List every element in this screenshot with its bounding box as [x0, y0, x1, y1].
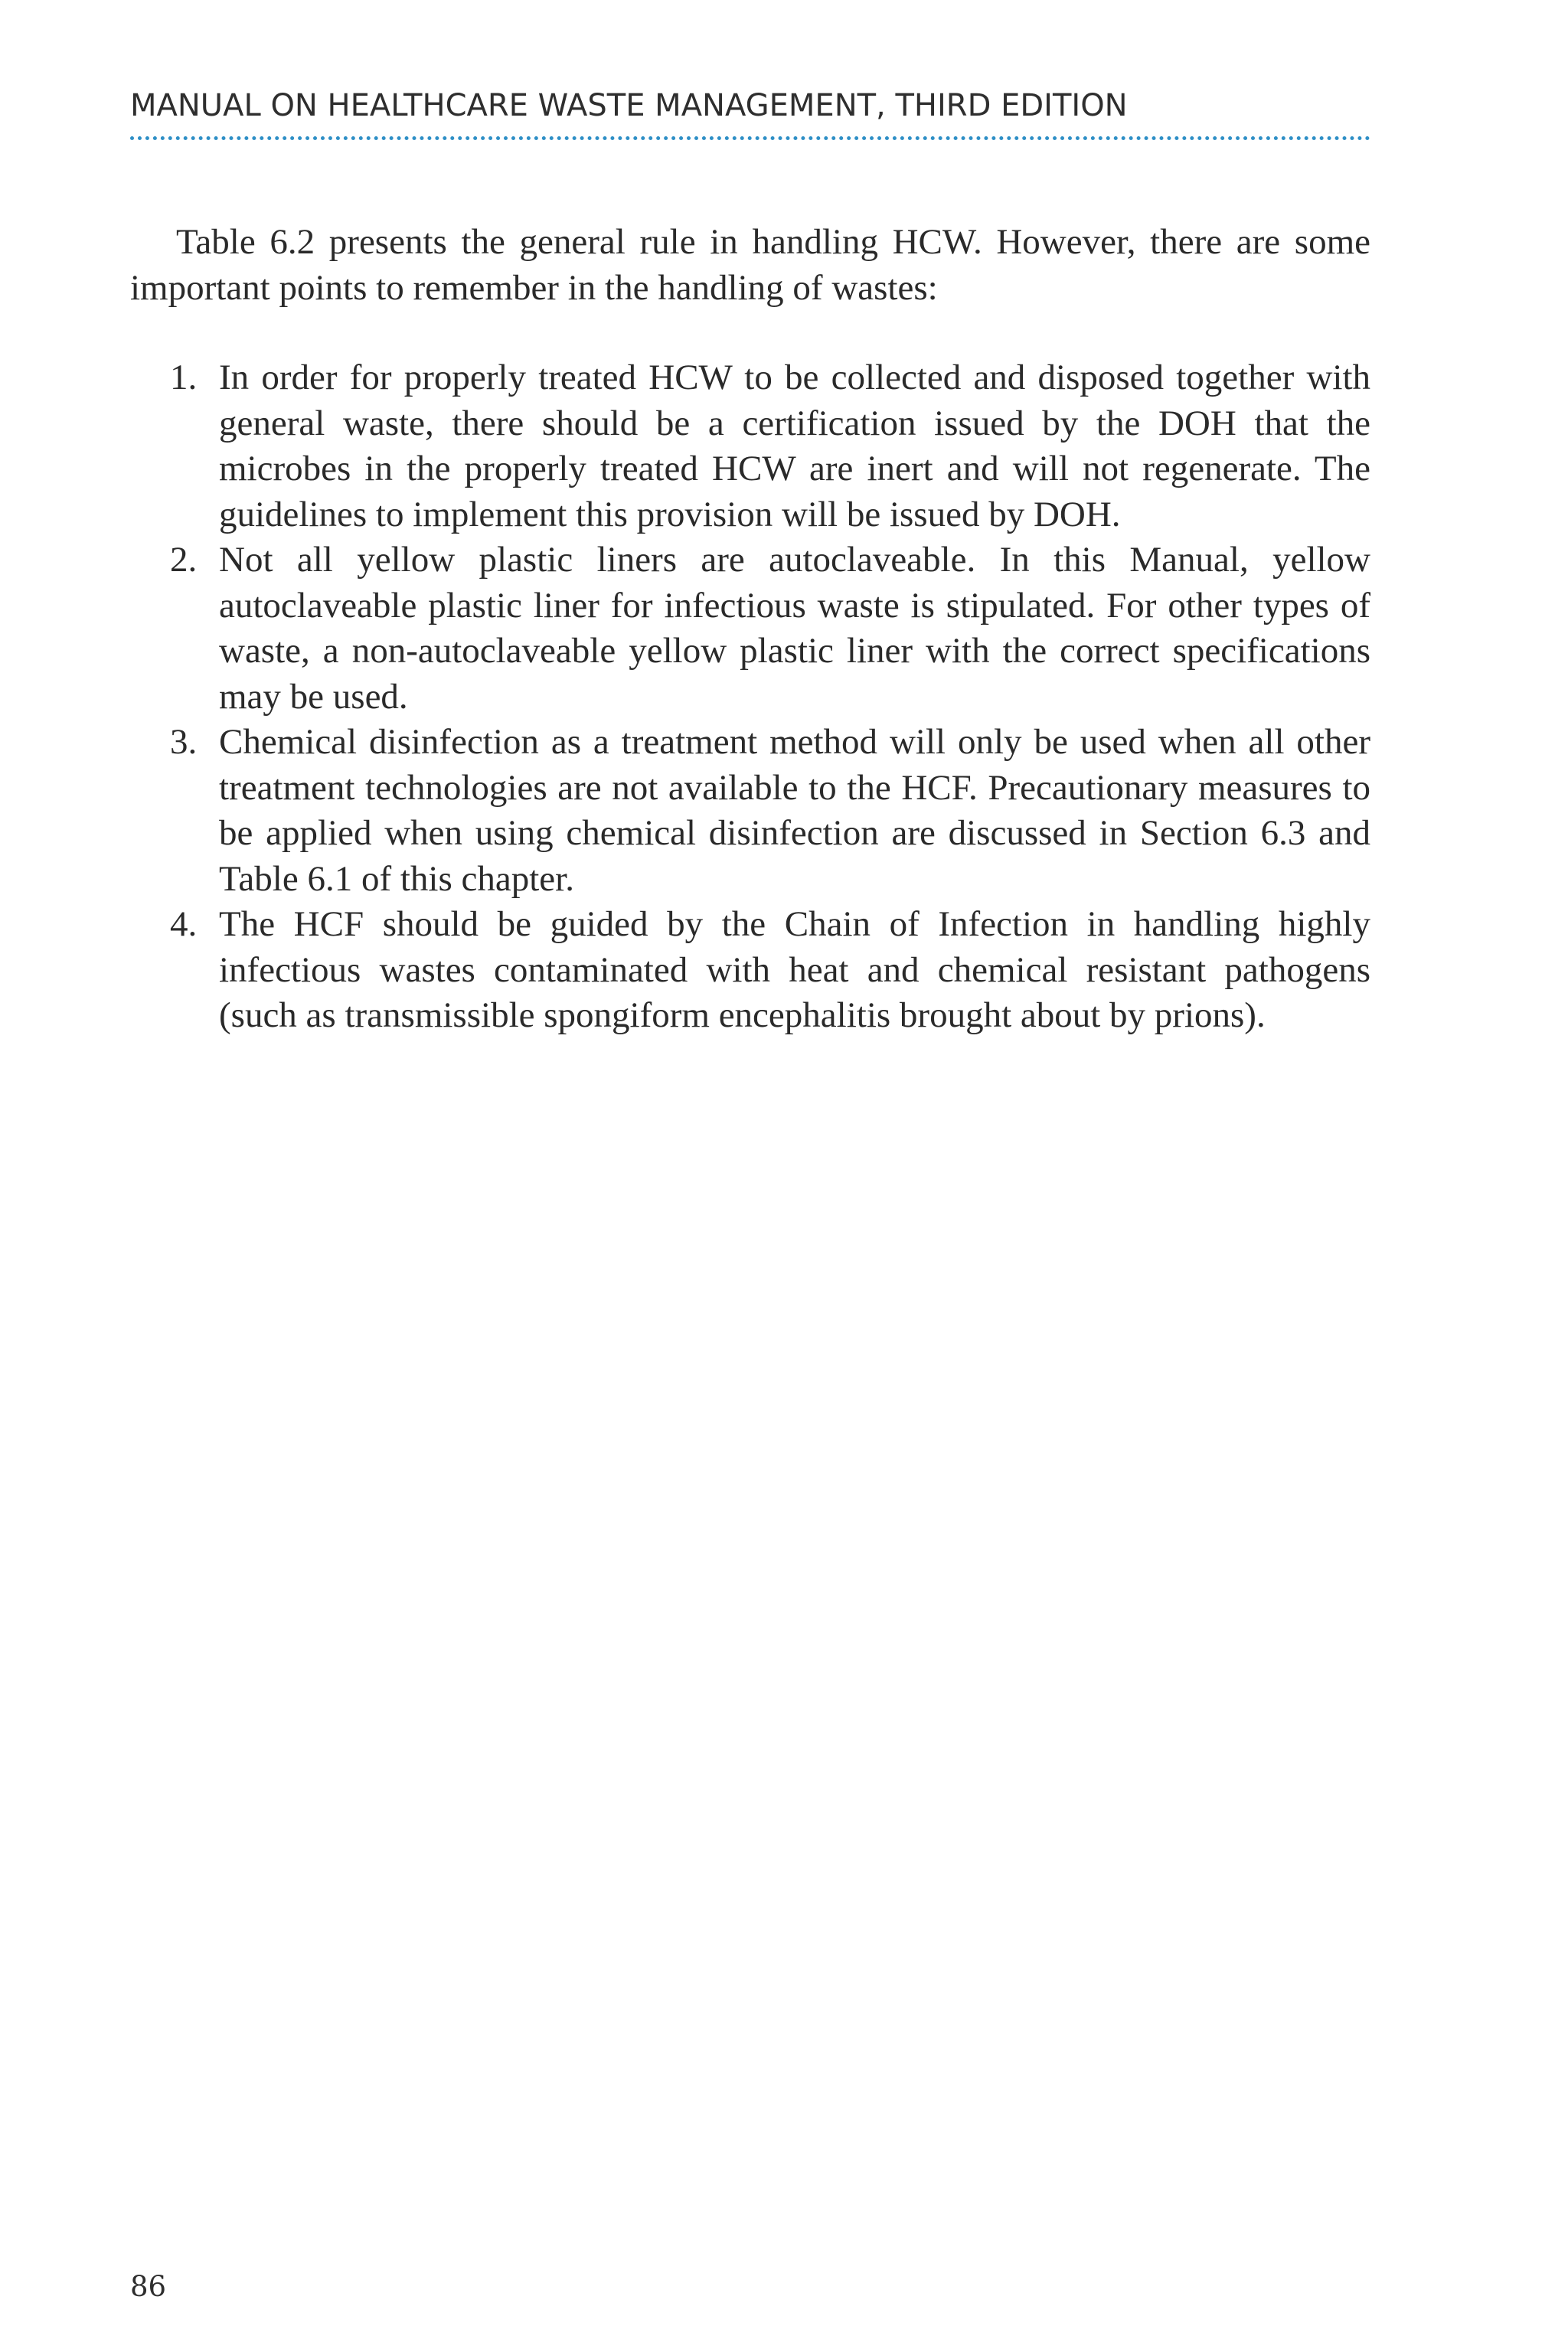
- list-item: [130, 720, 1370, 902]
- points-list: [130, 355, 1370, 1039]
- running-header: MANUAL ON HEALTHCARE WASTE MANAGEMENT, THIRD EDITION: [130, 88, 1128, 123]
- list-item-number: 1.: [170, 358, 198, 397]
- intro-paragraph: Table 6.2 presents the general rule in handling HCW. However, there are some important points to remember in the handling of wastes:: [130, 222, 1370, 308]
- header-divider: [130, 136, 1370, 140]
- list-item-text: Not all yellow plastic liners are autoclaveable. In this Manual, yellow autoclaveable plastic liner for infectious waste is stipulated. For other types of waste, a non-autoclaveable yellow plastic liner with the correct specifications may be used.: [219, 540, 1370, 717]
- list-item-text: Chemical disinfection as a treatment method will only be used when all other treatment technologies are not available to the HCF. Precautionary measures to be applied when using chemical disinfection are discussed in Section 6.3 and Table 6.1 of this chapter.: [219, 722, 1370, 899]
- list-item-number: 4.: [170, 904, 198, 944]
- list-item: [130, 355, 1370, 537]
- list-item-number: 3.: [170, 722, 198, 762]
- list-item-number: 2.: [170, 540, 198, 580]
- list-item: [130, 902, 1370, 1039]
- list-item: [130, 537, 1370, 720]
- list-item-text: In order for properly treated HCW to be collected and disposed together with general waste, there should be a certification issued by the DOH that the microbes in the properly treated HCW are inert and will not regenerate. The guidelines to implement this provision will be issued by DOH.: [219, 358, 1370, 534]
- list-item-text: The HCF should be guided by the Chain of Infection in handling highly infectious wastes contaminated with heat and chemical resistant pathogens (such as transmissible spongiform encephalitis brought about by prions).: [219, 904, 1370, 1035]
- page-number: 86: [130, 2270, 167, 2303]
